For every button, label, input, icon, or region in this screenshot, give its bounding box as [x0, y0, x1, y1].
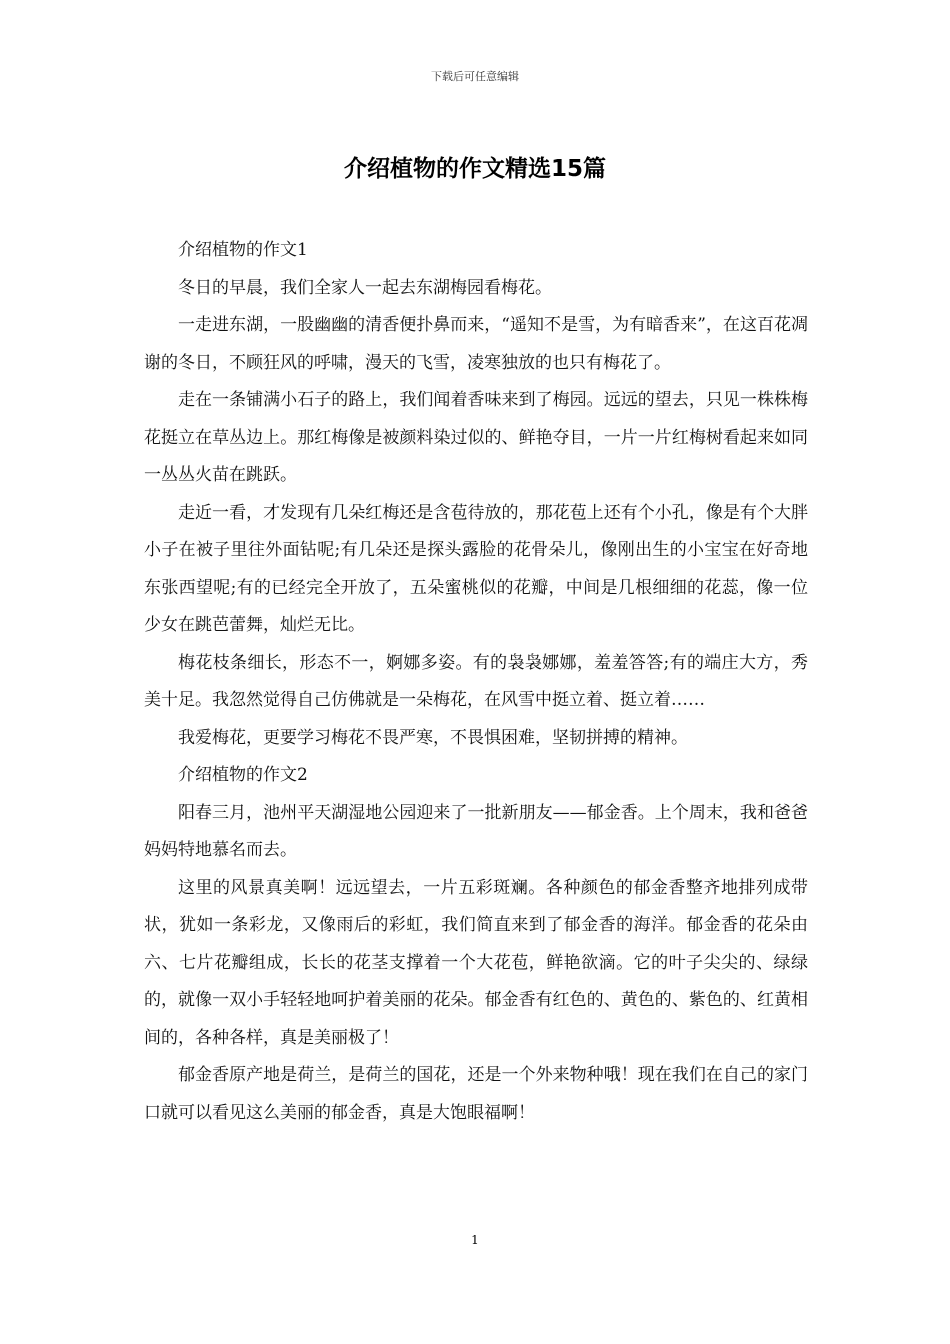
- page-header-note: 下载后可任意编辑: [431, 70, 519, 83]
- paragraph: 走在一条铺满小石子的路上，我们闻着香味来到了梅园。远远的望去，只见一株株梅花挺立在草丛边上。那红梅像是被颜料染过似的、鲜艳夺目，一片一片红梅树看起来如同一丛丛火苗在跳跃。: [144, 390, 808, 485]
- paragraph: 郁金香原产地是荷兰，是荷兰的国花，还是一个外来物种哦！现在我们在自己的家门口就可以看见这么美丽的郁金香，真是大饱眼福啊！: [144, 1065, 808, 1123]
- paragraph: 阳春三月，池州平天湖湿地公园迎来了一批新朋友——郁金香。上个周末，我和爸爸妈妈特地慕名而去。: [144, 802, 808, 860]
- paragraph: 冬日的早晨，我们全家人一起去东湖梅园看梅花。: [178, 277, 552, 298]
- document-body: [144, 232, 808, 1132]
- paragraph: 这里的风景真美啊！远远望去，一片五彩斑斓。各种颜色的郁金香整齐地排列成带状，犹如一条彩龙，又像雨后的彩虹，我们简直来到了郁金香的海洋。郁金香的花朵由六、七片花瓣组成，长长的花茎支撑着一个大花苞，鲜艳欲滴。它的叶子尖尖的、绿绿的，就像一双小手轻轻地呵护着美丽的花朵。郁金香有红色的、黄色的、紫色的、红黄相间的，各种各样，真是美丽极了！: [144, 877, 808, 1048]
- paragraph: 走近一看，才发现有几朵红梅还是含苞待放的，那花苞上还有个小孔，像是有个大胖小子在被子里往外面钻呢;有几朵还是探头露脸的花骨朵儿，像刚出生的小宝宝在好奇地东张西望呢;有的已经完全开放了，五朵蜜桃似的花瓣，中间是几根细细的花蕊，像一位少女在跳芭蕾舞，灿烂无比。: [144, 502, 808, 635]
- document-title: 介绍植物的作文精选15篇: [343, 156, 606, 182]
- essay-heading-1: 介绍植物的作文1: [178, 240, 308, 260]
- paragraph: 我爱梅花，更要学习梅花不畏严寒，不畏惧困难，坚韧拼搏的精神。: [178, 727, 688, 748]
- essay-heading-2: 介绍植物的作文2: [178, 765, 308, 785]
- paragraph: 梅花枝条细长，形态不一，婀娜多姿。有的袅袅娜娜，羞羞答答;有的端庄大方，秀美十足。我忽然觉得自己仿佛就是一朵梅花，在风雪中挺立着、挺立着……: [144, 652, 808, 710]
- paragraph: 一走进东湖，一股幽幽的清香便扑鼻而来，“遥知不是雪，为有暗香来”，在这百花凋谢的冬日，不顾狂风的呼啸，漫天的飞雪，凌寒独放的也只有梅花了。: [144, 315, 808, 373]
- page-number: 1: [471, 1233, 479, 1247]
